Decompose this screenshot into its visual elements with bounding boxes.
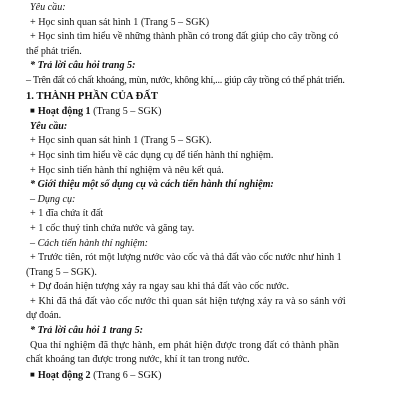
text-line: + Trước tiên, rót một lượng nước vào cốc và thả đất vào cốc nước như hình 1: [30, 252, 342, 264]
text-line: chất khoáng tan được trong nước, khí ít tan trong nước.: [26, 354, 250, 366]
text-line: + Học sinh tiến hành thí nghiệm và nêu kết quả.: [30, 164, 224, 176]
text-line: + 1 cốc thuỷ tinh chứa nước và găng tay.: [30, 222, 195, 234]
text-line: + 1 đĩa chứa ít đất: [30, 208, 104, 220]
text-line: + Học sinh tìm hiểu về các dụng cụ để tiến hành thí nghiệm.: [30, 149, 274, 161]
text-line: + Học sinh tìm hiểu về những thành phần có trong đất giúp cho cây trồng có: [30, 31, 339, 43]
text-line: – Trên đất có chất khoáng, mùn, nước, không khí,... giúp cây trồng có thể phát triển.: [26, 74, 345, 86]
activity-heading: ■ Hoạt động 2 (Trang 6 – SGK): [30, 369, 162, 381]
tools-heading: – Dụng cụ:: [30, 193, 76, 205]
requirement-heading: Yêu cầu:: [30, 2, 66, 13]
intro-heading: * Giới thiệu một số dụng cụ và cách tiến hành thí nghiệm:: [30, 179, 274, 191]
text-line: Qua thí nghiệm đã thực hành, em phát hiện được trong đất có thành phần: [30, 339, 340, 351]
text-line: dự đoán.: [26, 310, 62, 322]
square-bullet-icon: ■: [30, 369, 35, 379]
answer-heading: * Trả lời câu hỏi trang 5:: [30, 60, 136, 72]
text-line: (Trang 5 – SGK).: [26, 266, 97, 278]
activity-heading: ■ Hoạt động 1 (Trang 5 – SGK): [30, 106, 162, 118]
section-title: 1. THÀNH PHẦN CỦA ĐẤT: [26, 90, 158, 102]
square-bullet-icon: ■: [30, 106, 35, 116]
requirement-heading: Yêu cầu:: [30, 120, 68, 132]
text-line: + Khi đã thả đất vào cốc nước thì quan sát hiện tượng xảy ra và so sánh với: [30, 295, 346, 307]
text-line: + Học sinh quan sát hình 1 (Trang 5 – SGK): [30, 16, 210, 28]
text-line: + Dự đoán hiện tượng xảy ra ngay sau khi thả đất vào cốc nước.: [30, 281, 289, 293]
text-line: + Học sinh quan sát hình 1 (Trang 5 – SGK).: [30, 135, 212, 147]
method-heading: – Cách tiến hành thí nghiệm:: [30, 237, 149, 249]
text-line: thể phát triển.: [26, 45, 82, 57]
answer-heading: * Trả lời câu hỏi 1 trang 5:: [30, 325, 144, 337]
